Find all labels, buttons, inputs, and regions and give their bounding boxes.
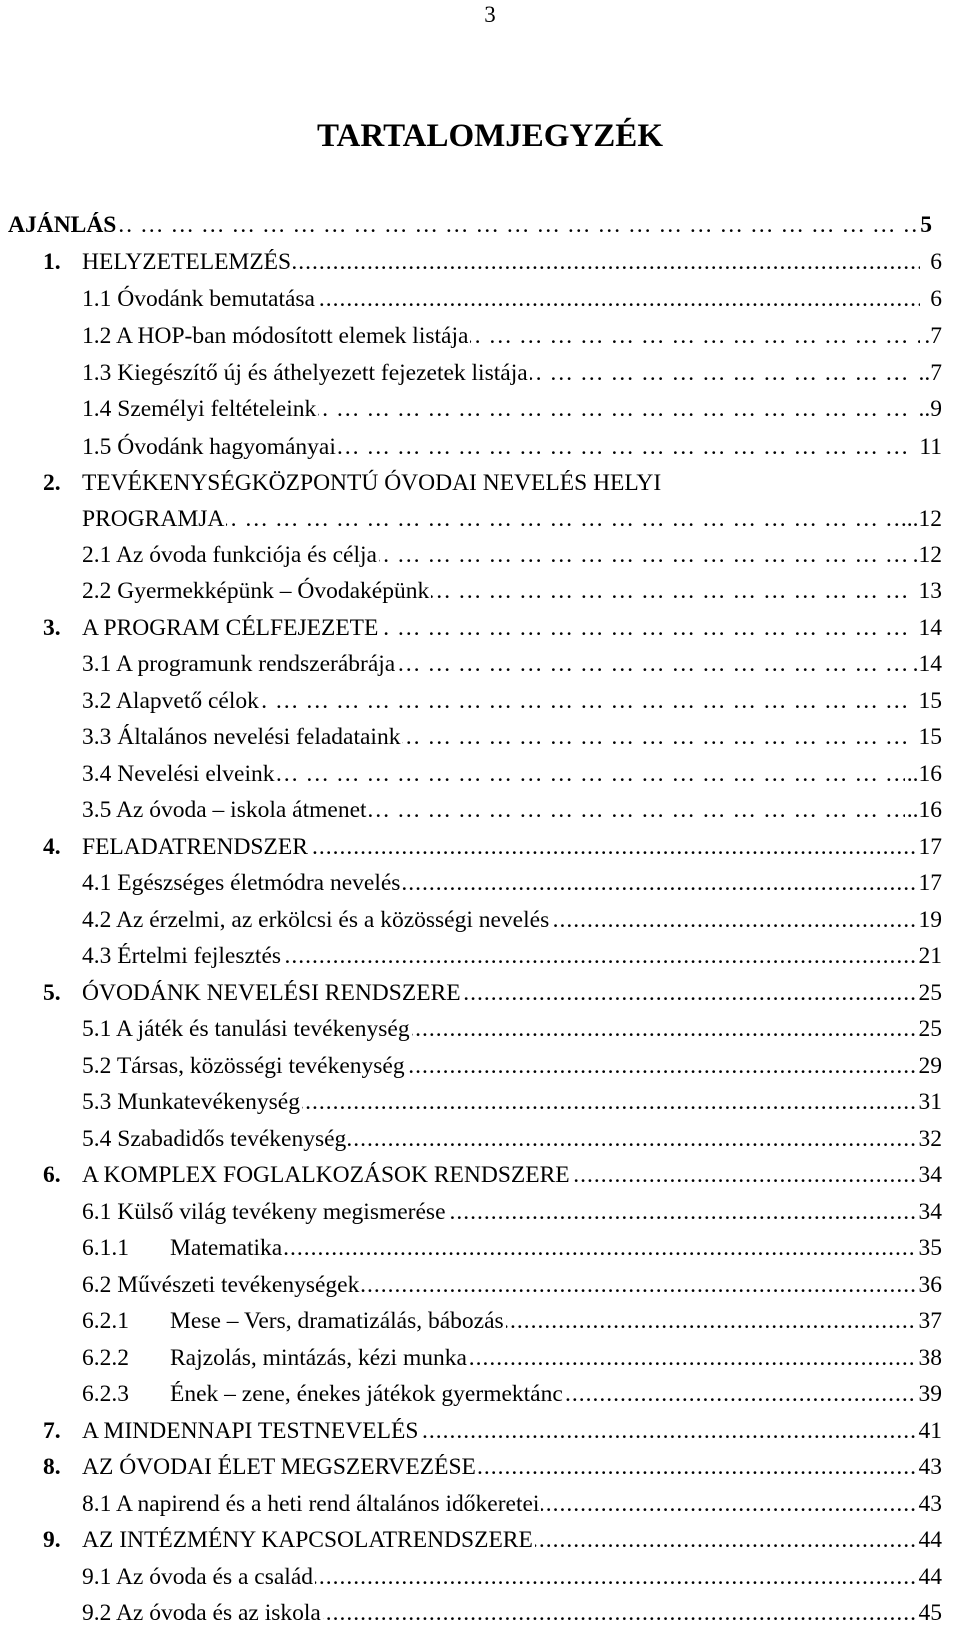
- toc-entry-page: 31: [918, 1089, 942, 1115]
- toc-entry[interactable]: [0, 540, 960, 570]
- toc-entry-title: Rajzolás, mintázás, kézi munka: [170, 1345, 467, 1371]
- toc-entry-page: 17: [918, 870, 942, 896]
- toc-entry[interactable]: [0, 1416, 960, 1446]
- toc-entry[interactable]: [0, 686, 960, 716]
- toc-entry-page: 44: [918, 1527, 942, 1553]
- toc-entry-title: 1.5 Óvodánk hagyományai: [82, 434, 336, 460]
- toc-entry-page: 43: [918, 1454, 942, 1480]
- toc-entry-title: HELYZETELEMZÉS: [82, 249, 292, 275]
- toc-entry[interactable]: [0, 394, 960, 424]
- toc-entry-page: 5: [920, 212, 932, 238]
- toc-entry-page: 15: [918, 688, 942, 714]
- toc-entry-title: AZ INTÉZMÉNY KAPCSOLATRENDSZERE: [82, 1527, 533, 1553]
- toc-entry-title: 4.1 Egészséges életmódra nevelés: [82, 870, 401, 896]
- toc-entry-title: 3.5 Az óvoda – iskola átmenet: [82, 797, 367, 823]
- toc-entry[interactable]: [0, 722, 960, 752]
- toc-entry-page: 36: [918, 1272, 942, 1298]
- toc-entry-page: 37: [918, 1308, 942, 1334]
- toc-entry-number: 2.: [43, 470, 61, 496]
- toc-entry-title: 1.3 Kiegészítő új és áthelyezett fejezetek listája: [82, 360, 528, 386]
- toc-entry-title: FELADATRENDSZER: [82, 834, 308, 860]
- toc-entry-page: 25: [918, 1016, 942, 1042]
- toc-entry-title: 5.2 Társas, közösségi tevékenység: [82, 1053, 405, 1079]
- toc-entry[interactable]: [0, 1452, 960, 1482]
- toc-entry-title: 1.1 Óvodánk bemutatása: [82, 286, 315, 312]
- toc-entry[interactable]: [0, 576, 960, 606]
- toc-entry-title: A PROGRAM CÉLFEJEZETE: [82, 615, 379, 641]
- toc-entry[interactable]: [0, 1562, 960, 1592]
- toc-entry[interactable]: [0, 795, 960, 825]
- toc-entry[interactable]: [0, 613, 960, 643]
- toc-entry-page: 17: [918, 834, 942, 860]
- toc-entry-page: 44: [918, 1564, 942, 1590]
- toc-entry-page: 45: [918, 1600, 942, 1626]
- toc-entry[interactable]: [0, 1270, 960, 1300]
- toc-entry-page: .12: [912, 542, 942, 568]
- toc-entry-number: 6.: [43, 1162, 61, 1188]
- toc-entry-number: 7.: [43, 1418, 61, 1444]
- toc-entry-title: 1.2 A HOP-ban módosított elemek listája: [82, 323, 469, 349]
- toc-entry[interactable]: [0, 905, 960, 935]
- toc-entry-page: 35: [918, 1235, 942, 1261]
- toc-dot-leader: [180, 1233, 920, 1263]
- toc-entry-page: 15: [918, 724, 942, 750]
- toc-entry-title: A KOMPLEX FOGLALKOZÁSOK RENDSZERE: [82, 1162, 570, 1188]
- toc-entry-title: ÓVODÁNK NEVELÉSI RENDSZERE: [82, 980, 461, 1006]
- toc-entry-page: 34: [918, 1199, 942, 1225]
- toc-entry-number: 6.2.1: [82, 1308, 129, 1334]
- toc-entry[interactable]: [0, 1343, 960, 1373]
- toc-entry[interactable]: [0, 1489, 960, 1519]
- toc-entry-page: ..16: [906, 761, 942, 787]
- page-number: 3: [484, 2, 496, 27]
- toc-entry-page: 25: [918, 980, 942, 1006]
- toc-entry-title: A MINDENNAPI TESTNEVELÉS: [82, 1418, 419, 1444]
- toc-entry-title: Matematika: [170, 1235, 283, 1261]
- toc-entry-page: .14: [912, 651, 942, 677]
- toc-entry[interactable]: [0, 1124, 960, 1154]
- toc-entry-page: ..9: [918, 396, 942, 422]
- toc-entry-title: 6.1 Külső világ tevékeny megismerése: [82, 1199, 446, 1225]
- toc-entry[interactable]: [0, 1306, 960, 1336]
- toc-entry[interactable]: [0, 759, 960, 789]
- toc-entry[interactable]: [0, 978, 960, 1008]
- toc-entry[interactable]: [0, 504, 960, 534]
- toc-entry[interactable]: [0, 1014, 960, 1044]
- toc-entry-number: 9.: [43, 1527, 61, 1553]
- toc-entry[interactable]: [0, 832, 960, 862]
- toc-entry[interactable]: [0, 210, 960, 240]
- toc-entry-title: 3.4 Nevelési elveink: [82, 761, 275, 787]
- toc-entry[interactable]: [0, 1525, 960, 1555]
- toc-entry-title: 9.2 Az óvoda és az iskola: [82, 1600, 321, 1626]
- toc-entry-page: 32: [918, 1126, 942, 1152]
- toc-entry-number: 6.2.3: [82, 1381, 129, 1407]
- toc-entry[interactable]: [0, 321, 960, 351]
- toc-entry-title: AZ ÓVODAI ÉLET MEGSZERVEZÉSE: [82, 1454, 476, 1480]
- toc-entry-number: 6.2.2: [82, 1345, 129, 1371]
- toc-entry-number: 4.: [43, 834, 61, 860]
- toc-entry-title: 2.1 Az óvoda funkciója és célja: [82, 542, 377, 568]
- toc-entry[interactable]: [0, 468, 960, 498]
- toc-entry-title: 3.2 Alapvető célok: [82, 688, 259, 714]
- toc-entry[interactable]: [0, 1087, 960, 1117]
- toc-entry-number: 5.: [43, 980, 61, 1006]
- toc-entry-title: Ének – zene, énekes játékok gyermektánc: [170, 1381, 563, 1407]
- toc-entry[interactable]: [0, 284, 960, 314]
- toc-entry-page: ..7: [918, 360, 942, 386]
- toc-entry-page: 39: [918, 1381, 942, 1407]
- toc-entry-page: 6: [930, 286, 942, 312]
- toc-entry-page: 29: [918, 1053, 942, 1079]
- toc-entry-page: 14: [918, 615, 942, 641]
- toc-entry-page: 19: [918, 907, 942, 933]
- toc-entry-page: 13: [918, 578, 942, 604]
- toc-entry-title: AJÁNLÁS: [8, 212, 117, 238]
- toc-entry-number: 3.: [43, 615, 61, 641]
- toc-entry-title: 6.2 Művészeti tevékenységek: [82, 1272, 360, 1298]
- toc-entry-title: Mese – Vers, dramatizálás, bábozás: [170, 1308, 504, 1334]
- toc-entry-page: 34: [918, 1162, 942, 1188]
- toc-entry[interactable]: [0, 649, 960, 679]
- toc-entry-page: 38: [918, 1345, 942, 1371]
- toc-entry[interactable]: [0, 1598, 960, 1628]
- toc-entry-title: 5.4 Szabadidős tevékenység: [82, 1126, 347, 1152]
- toc-entry-title: 8.1 A napirend és a heti rend általános időkeretei: [82, 1491, 540, 1517]
- toc-entry[interactable]: [0, 1051, 960, 1081]
- toc-entry[interactable]: [0, 1233, 960, 1263]
- toc-entry-page: 21: [918, 943, 942, 969]
- toc-entry-number: 6.1.1: [82, 1235, 129, 1261]
- toc-entry-title: 1.4 Személyi feltételeink: [82, 396, 317, 422]
- toc-entry-title: PROGRAMJA: [82, 506, 225, 532]
- toc-entry-page: 41: [918, 1418, 942, 1444]
- toc-entry-title: 5.1 A játék és tanulási tevékenység: [82, 1016, 410, 1042]
- toc-entry[interactable]: [0, 1160, 960, 1190]
- toc-entry[interactable]: [0, 247, 960, 277]
- toc-entry-title: 5.3 Munkatevékenység: [82, 1089, 300, 1115]
- toc-entry-page: ..16: [906, 797, 942, 823]
- toc-entry-title: 9.1 Az óvoda és a család: [82, 1564, 314, 1590]
- toc-entry-number: 8.: [43, 1454, 61, 1480]
- toc-entry-title: 2.2 Gyermekképünk – Óvodaképünk: [82, 578, 430, 604]
- page-title: TARTALOMJEGYZÉK: [317, 118, 663, 154]
- toc-entry-title: TEVÉKENYSÉGKÖZPONTÚ ÓVODAI NEVELÉS HELYI: [82, 470, 662, 496]
- toc-entry-number: 1.: [43, 249, 61, 275]
- toc-dot-leader: [18, 210, 920, 240]
- toc-entry[interactable]: [0, 1197, 960, 1227]
- toc-entry[interactable]: [0, 941, 960, 971]
- toc-entry[interactable]: [0, 432, 960, 462]
- toc-entry-title: 3.1 A programunk rendszerábrája: [82, 651, 396, 677]
- toc-entry-page: ...12: [900, 506, 942, 532]
- toc-entry-title: 4.3 Értelmi fejlesztés: [82, 943, 282, 969]
- toc-entry-page: 11: [919, 434, 942, 460]
- toc-entry-page: 6: [930, 249, 942, 275]
- toc-entry-title: 4.2 Az érzelmi, az erkölcsi és a közösségi nevelés: [82, 907, 550, 933]
- toc-entry-page: .7: [924, 323, 942, 349]
- toc-entry[interactable]: [0, 868, 960, 898]
- toc-entry-title: 3.3 Általános nevelési feladataink: [82, 724, 401, 750]
- toc-entry-page: 43: [918, 1491, 942, 1517]
- toc-entry[interactable]: [0, 358, 960, 388]
- toc-entry[interactable]: [0, 1379, 960, 1409]
